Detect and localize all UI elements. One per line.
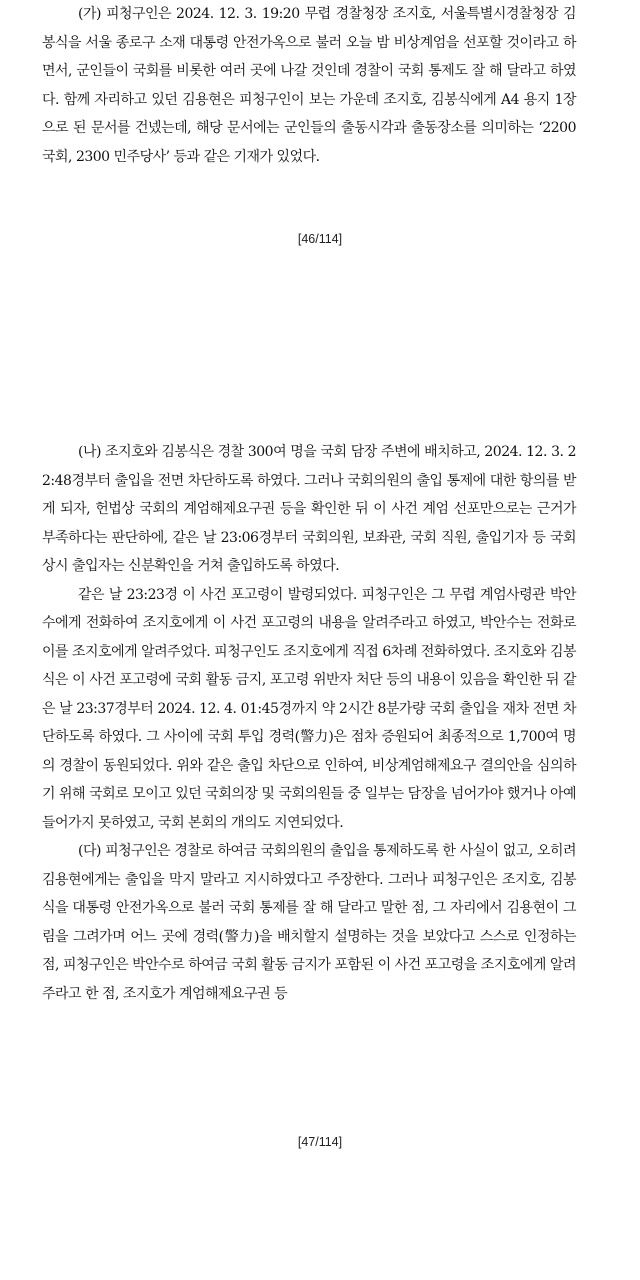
paragraph-ga: (가) 피청구인은 2024. 12. 3. 19:20 무렵 경찰청장 조지호, 서울특별시경찰청장 김봉식을 서울 종로구 소재 대통령 안전가옥으로 불러 오늘 밤 비상계엄을 선포할 것이라고 하면서, 군인들이 국회를 비롯한 여러 곳에 나갈 것인데 경찰이 국회 통제도 잘 해 달라고 하였다. 함께 자리하고 있던 김용현은 피청구인이 보는 가운데 조지호, 김봉식에게 A4 용지 1장으로 된 문서를 건넸는데, 해당 문서에는 군인들의 출동시각과 출동장소를 의미하는 ‘2200 국회, 2300 민주당사’ 등과 같은 기재가 있었다. <box>42 6 576 165</box>
paragraph-na: (나) 조지호와 김봉식은 경찰 300여 명을 국회 담장 주변에 배치하고, 2024. 12. 3. 22:48경부터 출입을 전면 차단하도록 하였다. 그러나 국회의원의 출입 통제에 대한 항의를 받게 되자, 헌법상 국회의 계엄해제요구권 등을 확인한 뒤 이 사건 계엄 선포만으로는 근거가 부족하다는 판단하에, 같은 날 23:06경부터 국회의원, 보좌관, 국회 직원, 출입기자 등 국회 상시 출입자는 신분확인을 거쳐 출입하도록 하였다. <box>42 444 576 574</box>
page-46-body <box>42 0 576 171</box>
page-47-body <box>42 438 576 1008</box>
paragraph-na-continued: 같은 날 23:23경 이 사건 포고령이 발령되었다. 피청구인은 그 무렵 계엄사령관 박안수에게 전화하여 조지호에게 이 사건 포고령의 내용을 알려주라고 하였고, 박안수는 전화로 이를 조지호에게 알려주었다. 피청구인도 조지호에게 직접 6차례 전화하였다. 조지호와 김봉식은 이 사건 포고령에 국회 활동 금지, 포고령 위반자 처단 등의 내용이 있음을 확인한 뒤 같은 날 23:37경부터 2024. 12. 4. 01:45경까지 약 2시간 8분가량 국회 출입을 재차 전면 차단하도록 하였다. 그 사이에 국회 투입 경력(警力)은 점차 증원되어 최종적으로 1,700여 명의 경찰이 동원되었다. 위와 같은 출입 차단으로 인하여, 비상계엄해제요구 결의안을 심의하기 위해 국회로 모이고 있던 국회의장 및 국회의원들 중 일부는 담장을 넘어가야 했거나 아예 들어가지 못하였고, 국회 본회의 개의도 지연되었다. <box>42 586 576 831</box>
paragraph-da: (다) 피청구인은 경찰로 하여금 국회의원의 출입을 통제하도록 한 사실이 없고, 오히려 김용현에게는 출입을 막지 말라고 지시하였다고 주장한다. 그러나 피청구인은 조지호, 김봉식을 대통령 안전가옥으로 불러 국회 통제를 잘 해 달라고 말한 점, 그 자리에서 김용현이 그림을 그려가며 어느 곳에 경력(警力)을 배치할지 설명하는 것을 보았다고 스스로 인정하는 점, 피청구인은 박안수로 하여금 국회 활동 금지가 포함된 이 사건 포고령을 조지호에게 알려주라고 한 점, 조지호가 계엄해제요구권 등 <box>42 843 576 1002</box>
page-number-47: [47/114] <box>297 1135 343 1149</box>
page-number-46: [46/114] <box>297 232 343 246</box>
